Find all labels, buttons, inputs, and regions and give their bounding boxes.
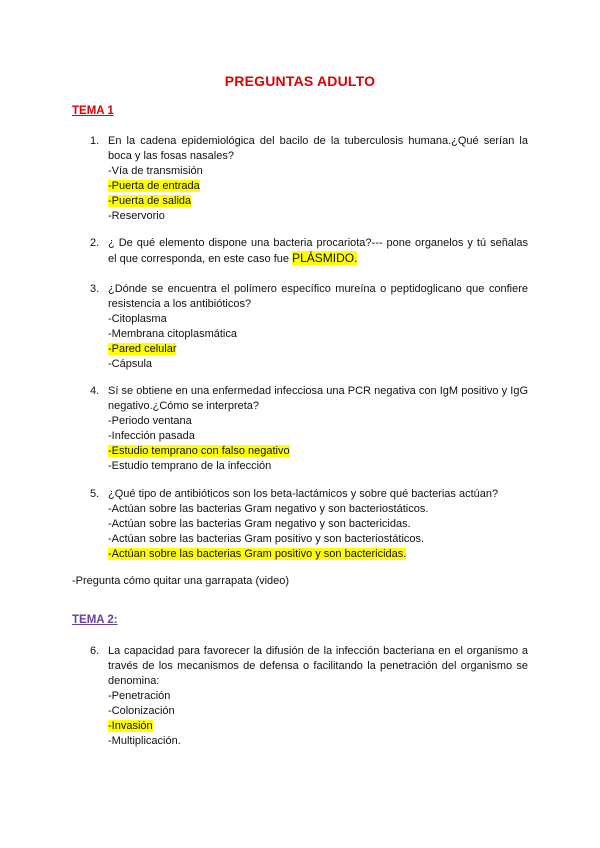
question-text: La capacidad para favorecer la difusión de la infección bacteriana en el organismo a través de los mecanismos de defensa o facilitando la penetración del organismo se denomina: bbox=[108, 645, 528, 687]
question-text: En la cadena epidemiológica del bacilo de la tuberculosis humana.¿Qué serían la boca y las fosas nasales? bbox=[108, 135, 528, 162]
answer-option-highlighted: -Estudio temprano con falso negativo bbox=[108, 445, 290, 457]
question-number: 1. bbox=[90, 135, 100, 147]
answer-option-highlighted: -Puerta de entrada bbox=[108, 180, 200, 192]
question-2 bbox=[90, 236, 528, 267]
question-text: Sí se obtiene en una enfermedad infecciosa una PCR negativa con IgM positivo y IgG negativo.¿Cómo se interpreta? bbox=[108, 385, 528, 412]
answer-option: -Actúan sobre las bacterias Gram negativo y son bacteriostáticos. bbox=[108, 503, 429, 515]
answer-option-highlighted: -Actúan sobre las bacterias Gram positivo y son bactericidas. bbox=[108, 548, 407, 560]
question-1 bbox=[90, 134, 528, 224]
section-heading-tema-1: TEMA 1 bbox=[72, 105, 114, 117]
answer-option-highlighted: -Puerta de salida bbox=[108, 195, 192, 207]
question-number: 3. bbox=[90, 283, 100, 295]
answer-option: -Infección pasada bbox=[108, 430, 195, 442]
question-number: 5. bbox=[90, 488, 100, 500]
page-title: PREGUNTAS ADULTO bbox=[224, 73, 376, 89]
question-number: 6. bbox=[90, 645, 100, 657]
question-text bbox=[108, 236, 528, 267]
extra-question-note: -Pregunta cómo quitar una garrapata (video) bbox=[72, 575, 290, 587]
answer-option-highlighted: -Pared celular bbox=[108, 343, 177, 355]
question-3 bbox=[90, 282, 528, 372]
question-number: 4. bbox=[90, 385, 100, 397]
answer-option: -Actúan sobre las bacterias Gram negativo y son bactericidas. bbox=[108, 518, 411, 530]
answer-option: -Colonización bbox=[108, 705, 175, 717]
answer-option: -Periodo ventana bbox=[108, 415, 192, 427]
section-heading-tema-2: TEMA 2: bbox=[72, 614, 118, 626]
answer-option: -Membrana citoplasmática bbox=[108, 328, 237, 340]
question-text-body: ¿ De qué elemento dispone una bacteria procariota?--- pone organelos y tú señalas el que corresponda, en este caso fue bbox=[108, 237, 528, 265]
question-text: ¿Dónde se encuentra el polímero específico mureína o peptidoglicano que confiere resistencia a los antibióticos? bbox=[108, 283, 528, 310]
question-text: ¿Qué tipo de antibióticos son los beta-lactámicos y sobre qué bacterias actúan? bbox=[108, 488, 499, 500]
answer-option: -Estudio temprano de la infección bbox=[108, 460, 272, 472]
answer-option: -Reservorio bbox=[108, 210, 165, 222]
answer-option: -Actúan sobre las bacterias Gram positivo y son bacteriostáticos. bbox=[108, 533, 425, 545]
answer-option: -Penetración bbox=[108, 690, 171, 702]
answer-highlighted: PLÁSMIDO. bbox=[292, 251, 358, 265]
answer-option: -Cápsula bbox=[108, 358, 153, 370]
answer-option: -Citoplasma bbox=[108, 313, 167, 325]
question-number: 2. bbox=[90, 237, 100, 249]
answer-option-highlighted: -Invasión bbox=[108, 720, 153, 732]
question-5 bbox=[90, 487, 528, 562]
question-6 bbox=[90, 644, 528, 749]
answer-option: -Vía de transmisión bbox=[108, 165, 203, 177]
question-4 bbox=[90, 384, 528, 474]
answer-option: -Multiplicación. bbox=[108, 735, 181, 747]
